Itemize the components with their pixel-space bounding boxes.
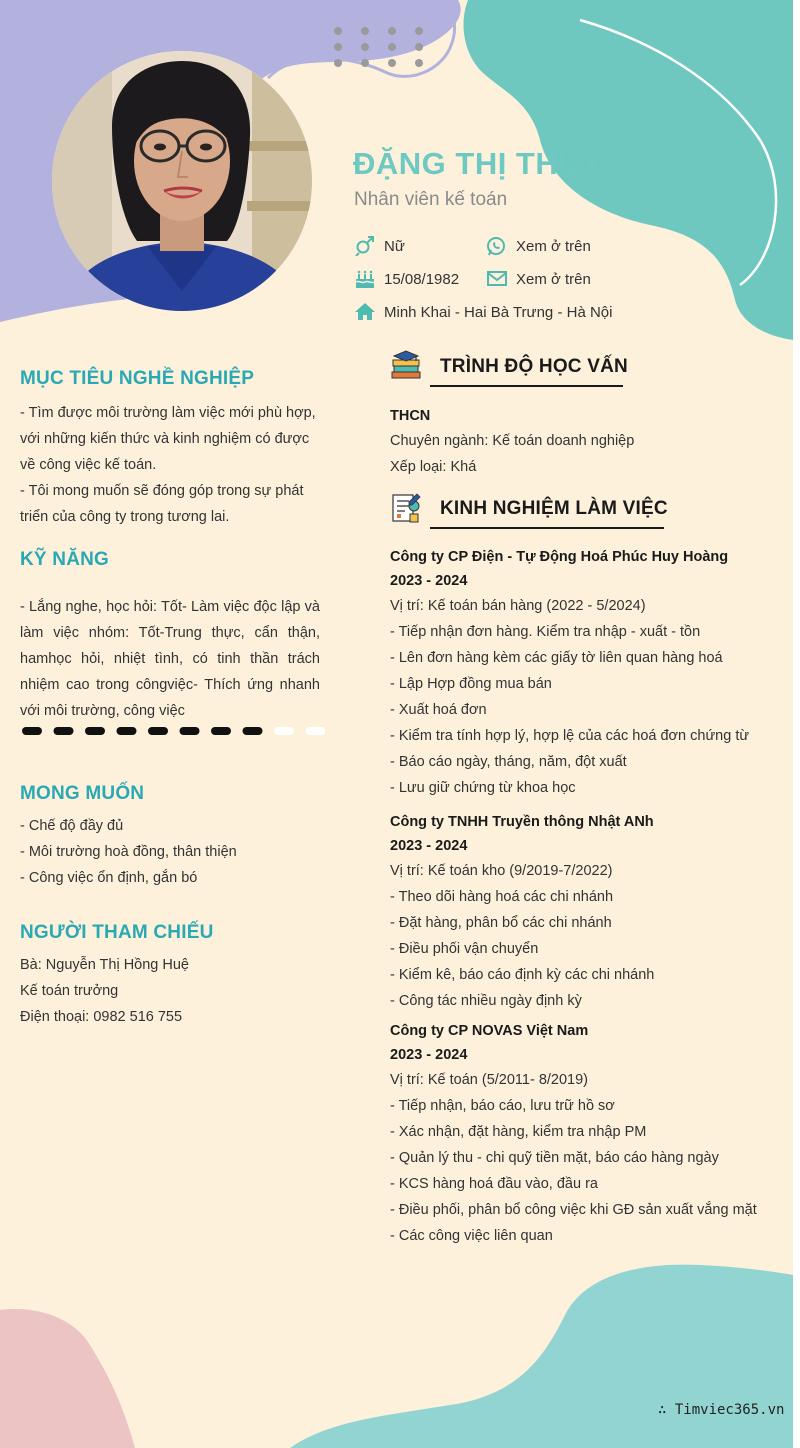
job-duty: - Công tác nhiều ngày định kỳ xyxy=(390,993,582,1009)
skills-section xyxy=(20,549,320,724)
site-watermark: ∴ Timviec365.vn xyxy=(658,1402,785,1418)
rating-dash-filled xyxy=(148,727,168,735)
experience-underline xyxy=(430,527,664,529)
job-company: Công ty CP Điện - Tự Động Hoá Phúc Huy Hoàng xyxy=(390,549,729,565)
objective-section xyxy=(20,368,320,530)
job-duty: - Kiểm kê, báo cáo định kỳ các chi nhánh xyxy=(390,967,655,983)
education-school: THCN xyxy=(390,408,431,424)
job-duty: - Tiếp nhận, báo cáo, lưu trữ hồ sơ xyxy=(390,1098,615,1114)
wish-line: - Chế độ đầy đủ xyxy=(20,818,124,834)
job-duty: - Kiểm tra tính hợp lý, hợp lệ của các hoá đơn chứng từ xyxy=(390,728,750,744)
job-duty: - Lập Hợp đồng mua bán xyxy=(390,676,552,692)
wishes-heading: MONG MUỐN xyxy=(20,783,145,804)
education-underline xyxy=(430,385,623,387)
job-position: Vị trí: Kế toán (5/2011- 8/2019) xyxy=(390,1072,589,1088)
job-duty: - KCS hàng hoá đầu vào, đầu ra xyxy=(390,1176,598,1192)
phone-icon xyxy=(486,236,508,256)
job-duty: - Đặt hàng, phân bổ các chi nhánh xyxy=(390,915,612,931)
rating-dash-filled xyxy=(211,727,231,735)
job-duty: - Báo cáo ngày, tháng, năm, đột xuất xyxy=(390,754,627,770)
phone-value: Xem ở trên xyxy=(516,238,591,255)
wishes-section xyxy=(20,783,320,891)
education-block xyxy=(390,404,785,480)
job-block-2 xyxy=(390,810,785,1014)
job-duty: - Quản lý thu - chi quỹ tiền mặt, báo cáo hàng ngày xyxy=(390,1150,719,1166)
objective-line: - Tìm được môi trường làm việc mới phù hợp, với những kiến thức và kinh nghiệm có được về công việc kế toán. xyxy=(20,405,316,473)
job-period: 2023 - 2024 xyxy=(390,1047,468,1063)
cake-icon xyxy=(354,269,376,289)
gender-icon xyxy=(354,236,376,256)
job-position: Vị trí: Kế toán kho (9/2019-7/2022) xyxy=(390,863,613,879)
skills-text: - Lắng nghe, học hỏi: Tốt- Làm việc độc lập và làm việc nhóm: Tốt-Trung thực, cẩn thận, hamhọc hỏi, nhiệt tình, có tinh thần trách nhiệm cao trong côngviệc- Thích ứng nhanh với môi trường, công việc xyxy=(20,599,320,719)
reference-line: Kế toán trưởng xyxy=(20,983,119,999)
objective-line: - Tôi mong muốn sẽ đóng góp trong sự phát triển của công ty trong tương lai. xyxy=(20,483,304,525)
gender-value: Nữ xyxy=(384,238,405,255)
skill-rating-bar xyxy=(20,724,325,738)
reference-line: Bà: Nguyễn Thị Hồng Huệ xyxy=(20,957,190,973)
job-duty: - Điều phối vận chuyển xyxy=(390,941,539,957)
experience-heading: KINH NGHIỆM LÀM VIỆC xyxy=(440,498,668,519)
education-major: Chuyên ngành: Kế toán doanh nghiệp xyxy=(390,433,635,449)
job-block-1 xyxy=(390,545,785,801)
job-duty: - Điều phối, phân bổ công việc khi GĐ sản xuất vắng mặt xyxy=(390,1202,757,1218)
birthday-value: 15/08/1982 xyxy=(384,271,460,288)
pink-blob xyxy=(0,1309,135,1448)
rating-dash-filled xyxy=(180,727,200,735)
teal-bottom-blob xyxy=(290,1265,793,1448)
job-period: 2023 - 2024 xyxy=(390,573,468,589)
skills-heading: KỸ NĂNG xyxy=(20,549,110,570)
rating-dash-empty xyxy=(274,727,294,735)
job-block-3 xyxy=(390,1019,785,1249)
wish-line: - Công việc ổn định, gắn bó xyxy=(20,870,198,886)
job-period: 2023 - 2024 xyxy=(390,838,468,854)
mail-icon xyxy=(486,269,508,289)
rating-dash-filled xyxy=(54,727,74,735)
rating-dash-empty xyxy=(306,727,326,735)
job-duty: - Tiếp nhận đơn hàng. Kiểm tra nhập - xuất - tồn xyxy=(390,624,701,640)
graduation-books-icon xyxy=(390,350,422,382)
job-duty: - Lên đơn hàng kèm các giấy tờ liên quan hàng hoá xyxy=(390,650,723,666)
objective-heading: MỤC TIÊU NGHỀ NGHIỆP xyxy=(20,368,255,389)
job-company: Công ty TNHH Truyền thông Nhật ANh xyxy=(390,814,654,830)
job-duty: - Các công việc liên quan xyxy=(390,1228,553,1244)
job-duty: - Lưu giữ chứng từ khoa học xyxy=(390,780,576,796)
wish-line: - Môi trường hoà đồng, thân thiện xyxy=(20,844,237,860)
job-duty: - Theo dõi hàng hoá các chi nhánh xyxy=(390,889,614,905)
home-icon xyxy=(354,302,376,322)
reference-heading: NGƯỜI THAM CHIẾU xyxy=(20,922,214,943)
job-title: Nhân viên kế toán xyxy=(354,189,508,210)
address-value: Minh Khai - Hai Bà Trưng - Hà Nội xyxy=(384,304,613,321)
work-report-icon xyxy=(390,492,422,524)
profile-photo xyxy=(52,51,312,311)
job-duty: - Xác nhận, đặt hàng, kiểm tra nhập PM xyxy=(390,1124,647,1140)
reference-section xyxy=(20,922,320,1030)
education-heading: TRÌNH ĐỘ HỌC VẤN xyxy=(440,356,628,377)
education-grade: Xếp loại: Khá xyxy=(390,459,477,475)
rating-dash-filled xyxy=(85,727,105,735)
rating-dash-filled xyxy=(117,727,137,735)
rating-dash-filled xyxy=(22,727,42,735)
candidate-name: ĐẶNG THỊ THUỶ xyxy=(353,146,603,181)
job-position: Vị trí: Kế toán bán hàng (2022 - 5/2024) xyxy=(390,598,646,614)
rating-dash-filled xyxy=(243,727,263,735)
email-value: Xem ở trên xyxy=(516,271,591,288)
job-duty: - Xuất hoá đơn xyxy=(390,702,487,718)
reference-line: Điện thoại: 0982 516 755 xyxy=(20,1009,183,1025)
job-company: Công ty CP NOVAS Việt Nam xyxy=(390,1023,589,1039)
